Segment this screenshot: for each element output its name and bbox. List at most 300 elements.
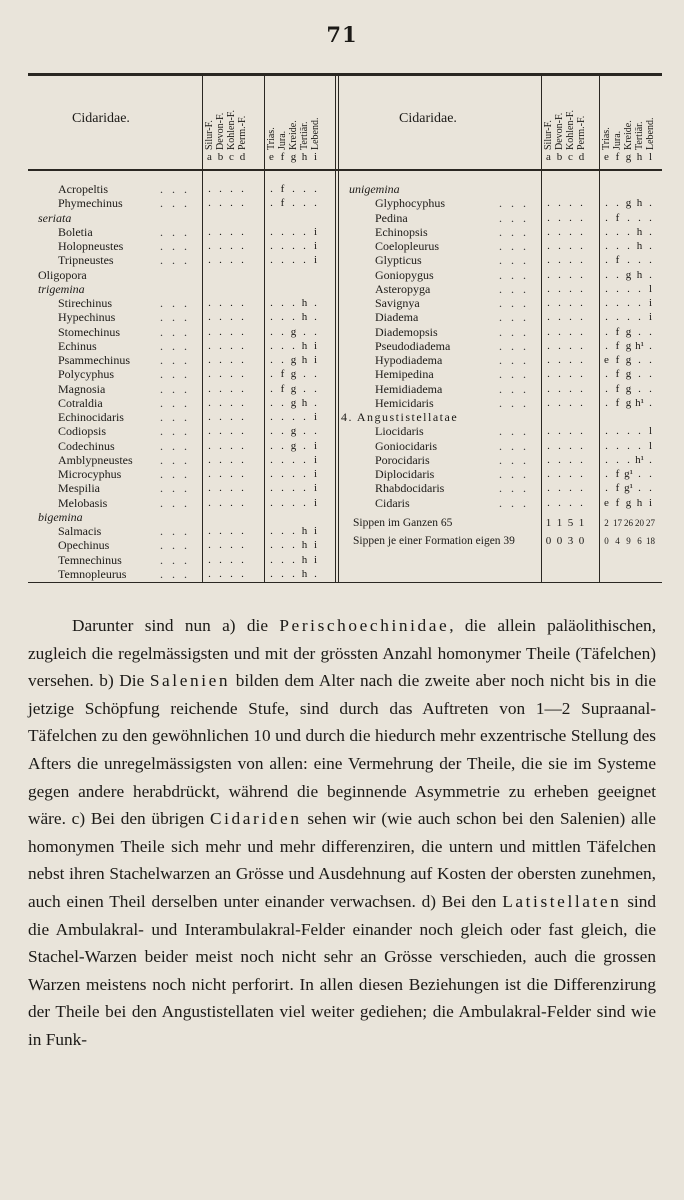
totals-cell: 27	[646, 517, 655, 528]
dot-leader: . . .	[160, 438, 190, 453]
period-cell: g	[290, 368, 297, 381]
genus-name: Codechinus	[58, 438, 115, 453]
period-cell: .	[270, 425, 273, 438]
period-cell: .	[230, 482, 233, 495]
period-cell: .	[303, 425, 306, 438]
dot-leader: . . .	[160, 481, 190, 496]
period-cell: .	[569, 339, 572, 352]
dot-leader: . . .	[499, 495, 529, 510]
period-cell: .	[569, 453, 572, 466]
period-cell: .	[605, 382, 608, 395]
period-cell: i	[313, 240, 318, 252]
period-cell: .	[605, 325, 608, 338]
totals-label: Sippen im Ganzen 65	[353, 516, 453, 529]
period-cell: .	[547, 282, 550, 295]
totals-cell: 9	[626, 535, 631, 546]
period-cell: i	[313, 439, 318, 452]
period-cell: .	[616, 197, 619, 210]
period-cell: .	[558, 268, 561, 281]
period-cell: .	[616, 282, 619, 295]
dot-leader: . . .	[499, 253, 529, 268]
period-header: Lebend.	[310, 117, 321, 150]
period-letter: e	[269, 151, 274, 163]
period-cell: .	[649, 325, 652, 338]
period-cell: .	[569, 368, 572, 381]
dot-leader: . . .	[499, 424, 529, 439]
period-header: Kohlen-F.	[226, 109, 237, 150]
period-cell: .	[558, 468, 561, 480]
genus-name: Diplocidaris	[375, 467, 435, 481]
period-cell: .	[558, 425, 561, 438]
period-cell: .	[547, 268, 550, 281]
family-header: Cidaridae.	[72, 111, 130, 126]
period-cell: .	[241, 354, 244, 366]
period-cell: .	[219, 225, 222, 238]
genus-name: Hemidiadema	[375, 381, 443, 396]
period-cell: .	[208, 183, 211, 195]
period-cell: i	[313, 496, 318, 509]
period-cell: .	[638, 468, 641, 480]
period-cell: .	[649, 254, 652, 267]
period-cell: .	[281, 567, 284, 580]
period-cell: .	[638, 425, 641, 438]
period-header: Perm.-F.	[576, 115, 587, 150]
period-cell: .	[270, 539, 273, 552]
period-cell: h	[301, 354, 308, 366]
period-cell: .	[649, 240, 652, 252]
period-cell: .	[638, 482, 641, 495]
period-cell: .	[292, 453, 295, 466]
period-cell: .	[230, 411, 233, 423]
spaced-term: Latistellaten	[502, 891, 622, 911]
genus-name: Opechinus	[58, 538, 110, 553]
period-cell: i	[313, 539, 318, 552]
period-cell: .	[580, 439, 583, 452]
period-cell: .	[569, 211, 572, 224]
period-cell: .	[616, 240, 619, 252]
dot-leader: . . .	[160, 367, 190, 382]
genus-name: Stomechinus	[58, 324, 120, 339]
period-letter: c	[229, 151, 234, 163]
period-cell: f	[615, 496, 620, 509]
period-cell: .	[292, 567, 295, 580]
period-cell: .	[281, 225, 284, 238]
period-cell: .	[208, 411, 211, 423]
period-cell: g	[625, 396, 632, 409]
genus-name: Diademopsis	[375, 324, 438, 339]
period-cell: i	[313, 411, 318, 423]
period-cell: .	[241, 525, 244, 537]
genus-name: Tripneustes	[58, 253, 114, 268]
period-cell: .	[569, 225, 572, 238]
period-cell: .	[314, 567, 317, 580]
period-cell: .	[580, 339, 583, 352]
period-letter: b	[556, 151, 563, 163]
period-cell: .	[547, 297, 550, 309]
period-cell: .	[638, 297, 641, 309]
period-cell: e	[604, 354, 609, 366]
period-header: Silur-F.	[543, 120, 554, 150]
period-cell: .	[605, 197, 608, 210]
period-cell: .	[580, 354, 583, 366]
table-left-half	[28, 73, 334, 583]
period-cell: l	[648, 439, 653, 452]
period-cell: .	[558, 297, 561, 309]
period-cell: .	[208, 468, 211, 480]
period-cell: .	[547, 382, 550, 395]
period-cell: .	[208, 382, 211, 395]
period-cell: .	[292, 297, 295, 309]
period-cell: .	[241, 325, 244, 338]
period-cell: h	[301, 396, 308, 409]
period-cell: l	[648, 425, 653, 438]
period-cell: .	[219, 311, 222, 324]
period-cell: .	[208, 439, 211, 452]
period-cell: .	[303, 368, 306, 381]
period-cell: .	[580, 496, 583, 509]
period-cell: .	[270, 439, 273, 452]
period-cell: .	[547, 225, 550, 238]
period-cell: .	[558, 211, 561, 224]
totals-cell: 18	[646, 535, 655, 546]
period-cell: f	[615, 482, 620, 495]
period-cell: .	[230, 567, 233, 580]
period-cell: .	[649, 268, 652, 281]
period-cell: .	[270, 240, 273, 252]
period-cell: .	[241, 468, 244, 480]
period-cell: .	[208, 254, 211, 267]
period-header: Kreide.	[288, 120, 299, 150]
period-header: Devon-F.	[215, 112, 226, 150]
period-cell: .	[281, 396, 284, 409]
period-cell: .	[605, 240, 608, 252]
period-cell: .	[580, 425, 583, 438]
period-cell: .	[569, 396, 572, 409]
genus-name: Glyphocyphus	[375, 196, 445, 211]
period-cell: h	[301, 539, 308, 552]
period-cell: g	[290, 382, 297, 395]
period-cell: .	[314, 368, 317, 381]
period-cell: .	[292, 411, 295, 423]
period-cell: .	[230, 225, 233, 238]
dot-leader: . . .	[160, 253, 190, 268]
period-cell: g	[290, 325, 297, 338]
period-cell: .	[558, 240, 561, 252]
period-cell: .	[208, 539, 211, 552]
period-header: Perm.-F.	[237, 115, 248, 150]
dot-leader: . . .	[499, 224, 529, 239]
genus-name: Holopneustes	[58, 239, 124, 253]
period-cell: .	[270, 525, 273, 537]
period-cell: .	[558, 496, 561, 509]
period-cell: .	[270, 297, 273, 309]
period-cell: g	[290, 354, 297, 366]
period-cell: .	[616, 453, 619, 466]
dot-leader: . . .	[160, 338, 190, 353]
dot-leader: . . .	[160, 452, 190, 467]
dot-leader: . . .	[160, 196, 190, 211]
period-cell: .	[219, 254, 222, 267]
period-letter: d	[239, 151, 246, 163]
period-cell: .	[558, 382, 561, 395]
period-cell: .	[569, 297, 572, 309]
period-cell: .	[580, 368, 583, 381]
column-rule	[264, 76, 265, 583]
period-cell: .	[241, 339, 244, 352]
period-cell: .	[230, 382, 233, 395]
period-cell: .	[627, 211, 630, 224]
period-cell: .	[558, 453, 561, 466]
genus-name: Psammechinus	[58, 353, 130, 367]
period-cell: i	[313, 339, 318, 352]
genus-name: Goniopygus	[375, 267, 434, 282]
period-cell: .	[616, 425, 619, 438]
period-header: Kohlen-F.	[565, 109, 576, 150]
totals-cell: 0	[545, 534, 552, 547]
period-cell: .	[281, 539, 284, 552]
dot-leader: . . .	[499, 310, 529, 325]
period-cell: .	[230, 325, 233, 338]
period-cell: .	[580, 211, 583, 224]
period-cell: .	[270, 468, 273, 480]
period-cell: .	[292, 339, 295, 352]
totals-label: Sippen je einer Formation eigen 39	[353, 534, 515, 547]
genus-name: Pseudodiadema	[375, 338, 451, 353]
period-cell: .	[292, 553, 295, 566]
period-cell: .	[558, 482, 561, 495]
period-cell: i	[648, 496, 653, 509]
table-right-half	[339, 73, 662, 583]
period-cell: f	[280, 183, 285, 195]
period-cell: .	[230, 368, 233, 381]
period-cell: .	[558, 254, 561, 267]
genus-name: Stirechinus	[58, 296, 112, 310]
period-cell: f	[615, 211, 620, 224]
period-cell: .	[569, 197, 572, 210]
period-cell: .	[649, 468, 652, 480]
genus-name: Temnopleurus	[58, 566, 127, 581]
period-cell: .	[270, 225, 273, 238]
period-cell: h	[301, 339, 308, 352]
period-cell: .	[605, 225, 608, 238]
period-cell: .	[208, 311, 211, 324]
period-cell: .	[314, 183, 317, 195]
period-cell: .	[547, 311, 550, 324]
genus-name: Mespilia	[58, 481, 100, 496]
period-cell: .	[580, 468, 583, 480]
period-cell: .	[292, 183, 295, 195]
totals-cell: 1	[556, 516, 563, 529]
period-header: Jura.	[277, 130, 288, 150]
genus-name: 4. Angustistellatae	[341, 410, 459, 424]
period-cell: .	[270, 496, 273, 509]
period-cell: .	[230, 468, 233, 480]
period-cell: .	[230, 197, 233, 210]
period-cell: g	[625, 496, 632, 509]
period-cell: .	[219, 553, 222, 566]
dot-leader: . . .	[499, 467, 529, 481]
period-cell: .	[638, 368, 641, 381]
period-cell: .	[270, 382, 273, 395]
period-cell: .	[241, 368, 244, 381]
period-cell: .	[219, 525, 222, 537]
period-cell: .	[219, 354, 222, 366]
period-cell: .	[230, 539, 233, 552]
period-cell: .	[605, 254, 608, 267]
period-cell: .	[638, 211, 641, 224]
period-cell: h	[636, 225, 643, 238]
genus-name: Coelopleurus	[375, 239, 439, 253]
period-cell: .	[292, 482, 295, 495]
period-cell: .	[270, 368, 273, 381]
period-cell: .	[627, 240, 630, 252]
period-cell: .	[580, 197, 583, 210]
period-cell: f	[615, 325, 620, 338]
period-cell: f	[280, 368, 285, 381]
period-cell: .	[241, 382, 244, 395]
totals-cell: 1	[545, 516, 552, 529]
period-cell: .	[270, 553, 273, 566]
genera-table	[28, 73, 662, 583]
period-cell: .	[230, 425, 233, 438]
dot-leader: . . .	[499, 239, 529, 253]
period-cell: .	[569, 425, 572, 438]
period-cell: .	[281, 240, 284, 252]
totals-cell: 1	[578, 516, 585, 529]
period-cell: .	[241, 183, 244, 195]
period-cell: .	[230, 525, 233, 537]
genus-name: Hemipedina	[375, 367, 434, 382]
dot-leader: . . .	[160, 296, 190, 310]
period-cell: .	[241, 482, 244, 495]
totals-cell: 5	[567, 516, 574, 529]
period-cell: .	[580, 240, 583, 252]
period-cell: .	[638, 282, 641, 295]
period-cell: f	[615, 468, 620, 480]
period-cell: .	[558, 282, 561, 295]
period-cell: .	[241, 553, 244, 566]
dot-leader: . . .	[499, 438, 529, 453]
dot-leader: . . .	[160, 353, 190, 367]
period-cell: .	[281, 411, 284, 423]
period-cell: .	[605, 368, 608, 381]
genus-name: Asteropyga	[375, 281, 431, 296]
genus-name: Porocidaris	[375, 452, 430, 467]
text-run: sehen wir (wie auch schon bei den Salenien) alle homonymen Theile sich mehr und mehr differenziren, die untern und mittlen Täfelchen nebst ihren Stachelwarzen an Grösse und Ausdehnung auf Kosten der obersten zunehmen, auch einen Theil derselben unter einander verwachsen. d) Bei den	[28, 809, 656, 911]
period-cell: h¹	[635, 339, 644, 352]
period-cell: .	[208, 567, 211, 580]
period-cell: .	[281, 254, 284, 267]
period-cell: i	[313, 482, 318, 495]
period-cell: f	[615, 339, 620, 352]
period-cell: .	[605, 439, 608, 452]
dot-leader: . . .	[160, 310, 190, 325]
period-cell: .	[219, 567, 222, 580]
period-cell: h	[636, 268, 643, 281]
period-header: Trias.	[266, 127, 277, 150]
period-cell: .	[208, 496, 211, 509]
genus-name: Diadema	[375, 310, 419, 325]
period-cell: .	[292, 496, 295, 509]
period-cell: .	[270, 567, 273, 580]
period-cell: .	[569, 282, 572, 295]
period-cell: .	[605, 482, 608, 495]
period-cell: .	[605, 453, 608, 466]
period-cell: .	[270, 453, 273, 466]
period-cell: g	[625, 339, 632, 352]
period-cell: .	[547, 339, 550, 352]
dot-leader: . . .	[160, 182, 190, 196]
period-cell: .	[569, 468, 572, 480]
dot-leader: . . .	[160, 467, 190, 481]
period-cell: .	[649, 354, 652, 366]
period-cell: .	[638, 439, 641, 452]
genus-name: Liocidaris	[375, 424, 424, 439]
period-cell: .	[605, 425, 608, 438]
period-cell: .	[649, 368, 652, 381]
period-cell: .	[558, 354, 561, 366]
period-cell: .	[230, 396, 233, 409]
period-cell: f	[280, 382, 285, 395]
period-cell: h	[636, 240, 643, 252]
period-cell: .	[241, 425, 244, 438]
period-header: Kreide.	[623, 120, 634, 150]
period-letter: i	[313, 151, 318, 163]
period-cell: .	[241, 411, 244, 423]
period-cell: f	[615, 396, 620, 409]
period-cell: .	[208, 525, 211, 537]
genus-name: Echinopsis	[375, 224, 428, 239]
dot-leader: . . .	[499, 481, 529, 496]
period-cell: .	[616, 439, 619, 452]
genus-name: trigemina	[38, 281, 85, 296]
period-cell: .	[649, 211, 652, 224]
period-cell: l	[648, 282, 653, 295]
period-cell: .	[616, 225, 619, 238]
period-cell: .	[314, 311, 317, 324]
period-header: Jura.	[612, 130, 623, 150]
period-cell: .	[208, 553, 211, 566]
spaced-term: Salenien	[149, 671, 231, 691]
period-cell: .	[547, 496, 550, 509]
period-cell: .	[241, 496, 244, 509]
period-cell: .	[580, 382, 583, 395]
text-run: bilden dem Alter nach die zweite aber noch nicht bis in die jetzige Schöpfung reichende Stufe, sind durch das Auftreten von 1—2 Supraanal-Täfelchen zu den gewöhnlichen 10 und durch die hiedurch mehr exzentrische Stellung des Afters die unregelmässigsten von allen: eine Vermehrung der Theile, die sie im Systeme gegen andere herabdrückt, während die beginnende Asymmetrie zu erheben geeignet wäre. c) Bei den übrigen	[28, 671, 657, 829]
period-cell: .	[638, 311, 641, 324]
period-cell: .	[303, 197, 306, 210]
period-cell: .	[649, 396, 652, 409]
period-cell: .	[627, 311, 630, 324]
genus-name: Microcyphus	[58, 467, 122, 481]
genus-name: Acropeltis	[58, 182, 108, 196]
period-cell: .	[208, 297, 211, 309]
period-cell: .	[270, 197, 273, 210]
period-cell: .	[219, 339, 222, 352]
period-cell: .	[241, 539, 244, 552]
period-cell: h	[301, 311, 308, 324]
dot-leader: . . .	[160, 224, 190, 239]
period-cell: .	[230, 339, 233, 352]
genus-name: unigemina	[349, 182, 400, 196]
period-cell: .	[230, 240, 233, 252]
genus-name: Oligopora	[38, 267, 87, 282]
period-cell: g	[290, 425, 297, 438]
period-cell: .	[208, 396, 211, 409]
period-cell: .	[605, 339, 608, 352]
period-cell: .	[270, 311, 273, 324]
period-header: Silur-F.	[204, 120, 215, 150]
period-cell: .	[281, 339, 284, 352]
